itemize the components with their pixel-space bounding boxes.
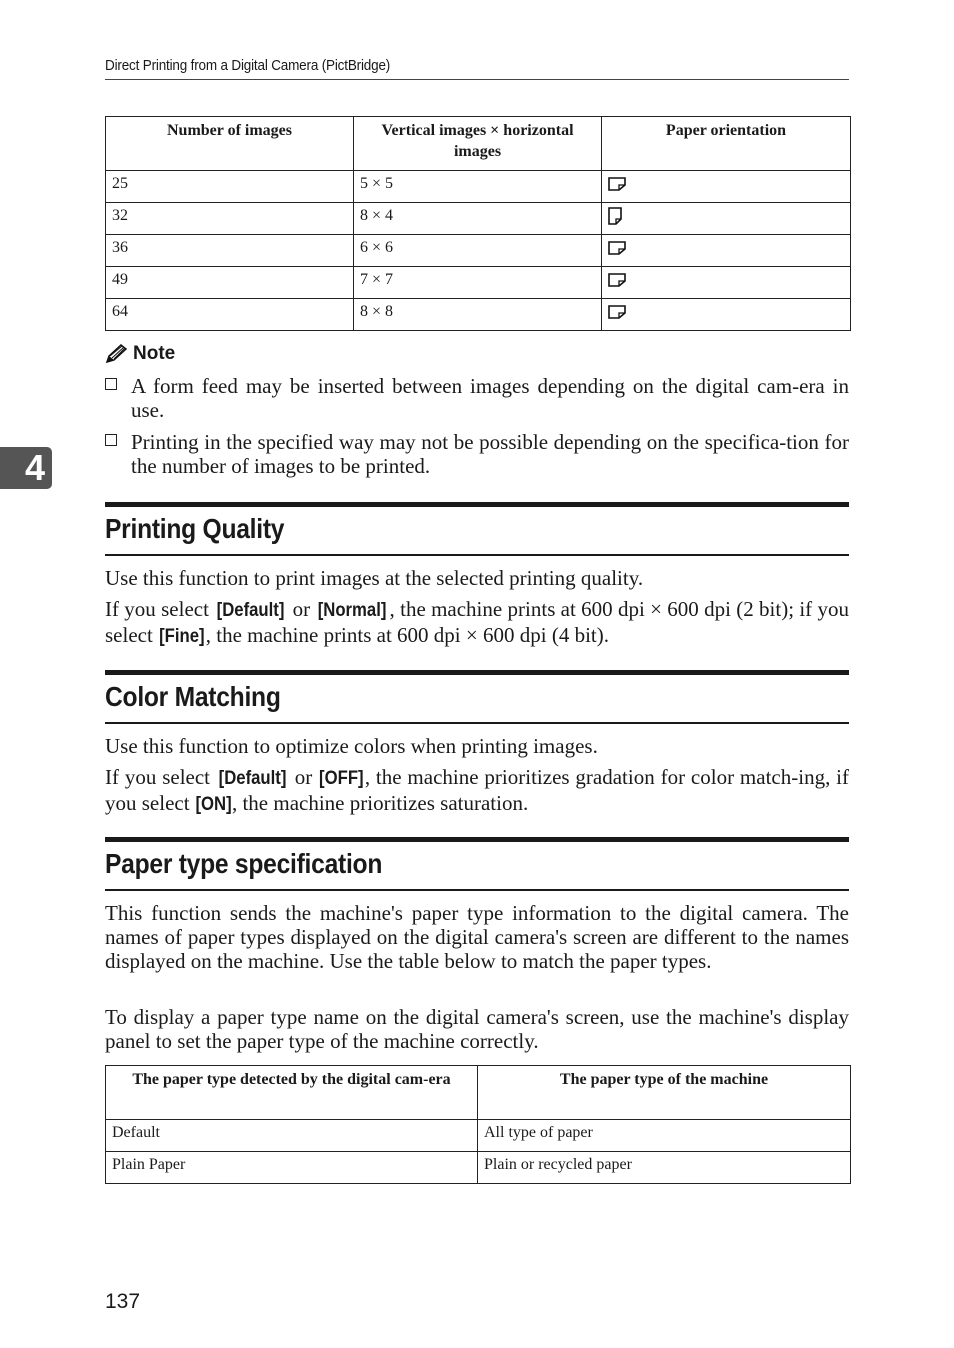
text-run: If you select [105,765,216,789]
text-run: or [287,597,316,621]
paragraph [105,765,849,817]
cell-machine-paper-type: All type of paper [478,1120,851,1152]
column-header-paper-orientation: Paper orientation [602,117,851,171]
landscape-icon [608,241,626,255]
section-title-paper-type: Paper type specification [105,848,383,879]
cell-image-count: 25 [106,171,354,203]
text-run: If you select [105,597,215,621]
column-header-number-of-images: Number of images [106,117,354,171]
chapter-tab [0,447,52,489]
keyword-off: [OFF] [319,768,364,789]
image-layout-table [105,116,851,331]
cell-orientation [602,235,851,267]
paragraph: This function sends the machine's paper type information to the digital camera. The names of paper types displayed on the digital camera's screen are different to the names displayed on the machine. Use the table below to match the paper types. [105,901,849,973]
table-row [106,299,851,331]
paragraph: Use this function to print images at the selected printing quality. [105,566,644,590]
cell-orientation [602,299,851,331]
section-title-color-matching: Color Matching [105,681,281,712]
cell-camera-paper-type: Default [106,1120,478,1152]
table-row [106,171,851,203]
section-rule-bottom [105,722,849,724]
header-rule [105,79,849,80]
text-run: , the machine prints at 600 dpi × 600 dpi (2 bit); if you select [105,597,849,647]
section-title-printing-quality: Printing Quality [105,513,285,544]
cell-image-count: 64 [106,299,354,331]
table-row [106,203,851,235]
table-header-row [106,117,851,171]
section-rule-top [105,837,849,842]
pencil-icon [105,344,129,364]
cell-orientation [602,203,851,235]
cell-orientation [602,267,851,299]
text-run: , the machine prioritizes gradation for color match-ing, if you select [105,765,849,815]
cell-grid: 6 × 6 [354,235,602,267]
cell-grid: 7 × 7 [354,267,602,299]
note-label: Note [133,343,176,364]
table-header-row [106,1066,851,1120]
cell-grid: 5 × 5 [354,171,602,203]
cell-grid: 8 × 4 [354,203,602,235]
running-header: Direct Printing from a Digital Camera (PictBridge) [105,57,391,74]
section-rule-bottom [105,889,849,891]
keyword-fine: [Fine] [159,626,205,647]
keyword-default: [Default] [218,768,287,789]
text-run: , the machine prints at 600 dpi × 600 dpi (4 bit). [205,623,609,647]
checkbox-bullet-icon [105,378,117,390]
column-header-machine-paper-type: The paper type of the machine [478,1066,851,1120]
section-rule-top [105,670,849,675]
cell-orientation [602,171,851,203]
checkbox-bullet-icon [105,434,117,446]
landscape-icon [608,273,626,287]
keyword-normal: [Normal] [318,600,387,621]
keyword-default: [Default] [216,600,285,621]
paper-type-table [105,1065,851,1184]
section-rule-bottom [105,554,849,556]
cell-image-count: 49 [106,267,354,299]
cell-machine-paper-type: Plain or recycled paper [478,1152,851,1184]
cell-image-count: 32 [106,203,354,235]
section-rule-top [105,502,849,507]
page-number: 137 [105,1290,141,1313]
text-run: or [288,765,319,789]
note-item [105,430,849,478]
note-text: Printing in the specified way may not be possible depending on the specifica-tion for the number of images to be printed. [131,430,849,478]
paragraph [105,597,849,649]
column-header-camera-paper-type: The paper type detected by the digital cam-era [106,1066,478,1120]
text-run: , the machine prioritizes saturation. [231,791,529,815]
paragraph: To display a paper type name on the digital camera's screen, use the machine's display panel to set the paper type of the machine correctly. [105,1005,849,1053]
landscape-icon [608,305,626,319]
table-row [106,1152,851,1184]
cell-camera-paper-type: Plain Paper [106,1152,478,1184]
paragraph: Use this function to optimize colors when printing images. [105,734,598,758]
column-header-vertical-horizontal: Vertical images × horizontal images [354,117,602,171]
table-row [106,267,851,299]
table-row [106,235,851,267]
chapter-number: 4 [24,447,46,488]
note-text: A form feed may be inserted between images depending on the digital cam-era in use. [131,374,849,422]
note-item [105,374,849,422]
cell-grid: 8 × 8 [354,299,602,331]
note-heading [105,343,175,365]
landscape-icon [608,177,626,191]
cell-image-count: 36 [106,235,354,267]
table-row [106,1120,851,1152]
keyword-on: [ON] [195,794,232,815]
portrait-icon [608,207,622,225]
